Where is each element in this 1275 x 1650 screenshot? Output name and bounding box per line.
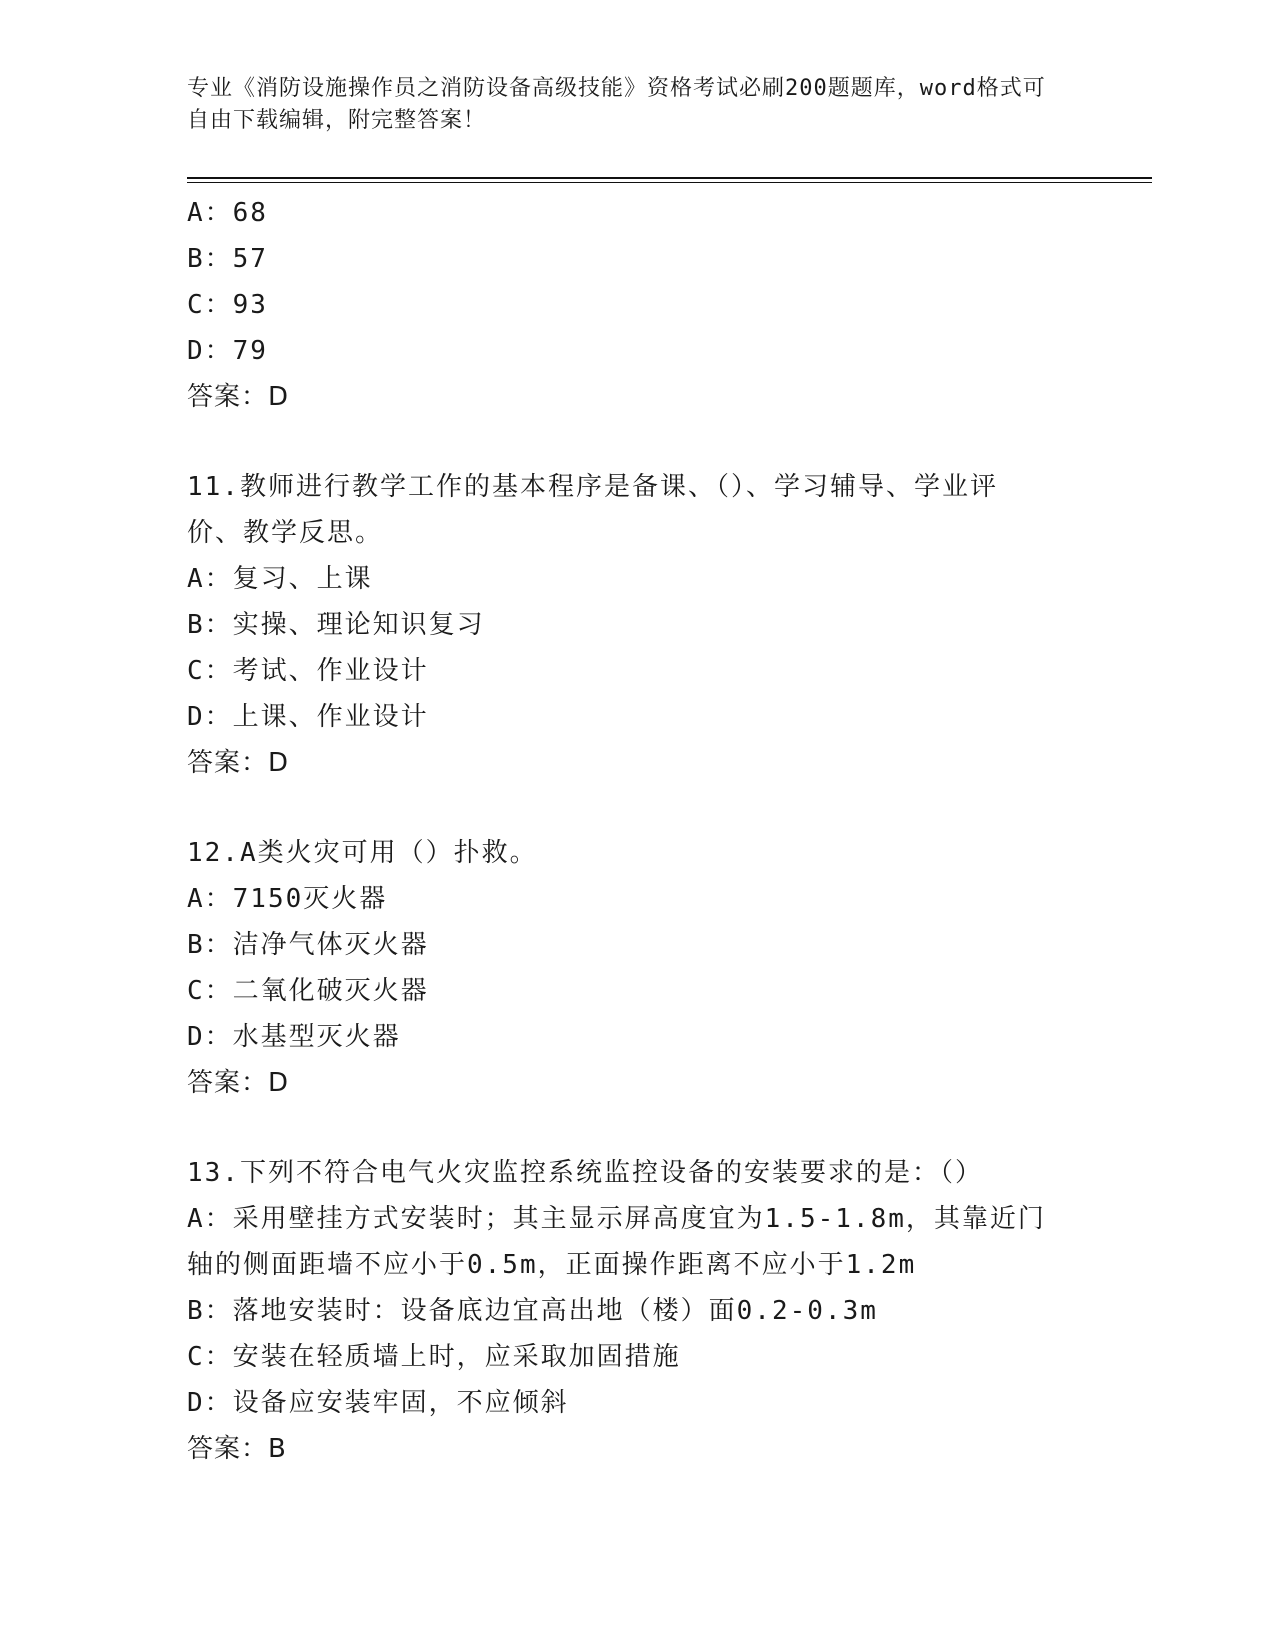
option-c: C：安装在轻质墙上时，应采取加固措施 (187, 1342, 681, 1372)
header-divider-thin (187, 182, 1152, 183)
answer-line: 答案：D (187, 1068, 290, 1098)
document-body (187, 190, 1087, 1472)
option-a: A：68 (187, 198, 268, 228)
question-stem: 11.教师进行教学工作的基本程序是备课、（）、学习辅导、学业评价、教学反思。 (187, 472, 998, 548)
option-c: C：二氧化破灭火器 (187, 976, 429, 1006)
question-stem: 12.A类火灾可用（）扑救。 (187, 838, 538, 868)
partial-question (187, 190, 1087, 420)
option-d: D：水基型灭火器 (187, 1022, 401, 1052)
option-c: C：93 (187, 290, 268, 320)
question-12 (187, 830, 1087, 1106)
option-b: B：落地安装时：设备底边宜高出地（楼）面0.2-0.3m (187, 1296, 878, 1326)
option-b: B：洁净气体灭火器 (187, 930, 429, 960)
option-c: C：考试、作业设计 (187, 656, 429, 686)
header-divider-thick (187, 177, 1152, 179)
option-d: D：设备应安装牢固，不应倾斜 (187, 1388, 569, 1418)
document-header: 专业《消防设施操作员之消防设备高级技能》资格考试必刷200题题库，word格式可自由下载编辑，附完整答案！ (187, 76, 1046, 133)
answer-line: 答案：D (187, 382, 290, 412)
answer-line: 答案：B (187, 1434, 287, 1464)
option-b: B：实操、理论知识复习 (187, 610, 485, 640)
option-b: B：57 (187, 244, 268, 274)
option-d: D：79 (187, 336, 268, 366)
option-a: A：采用壁挂方式安装时；其主显示屏高度宜为1.5-1.8m，其靠近门轴的侧面距墙不应小于0.5m，正面操作距离不应小于1.2m (187, 1204, 1046, 1280)
option-a: A：复习、上课 (187, 564, 373, 594)
question-13 (187, 1150, 1087, 1472)
option-a: A：7150灭火器 (187, 884, 388, 914)
option-d: D：上课、作业设计 (187, 702, 429, 732)
question-11 (187, 464, 1087, 786)
answer-line: 答案：D (187, 748, 290, 778)
question-stem: 13.下列不符合电气火灾监控系统监控设备的安装要求的是：（） (187, 1158, 983, 1188)
